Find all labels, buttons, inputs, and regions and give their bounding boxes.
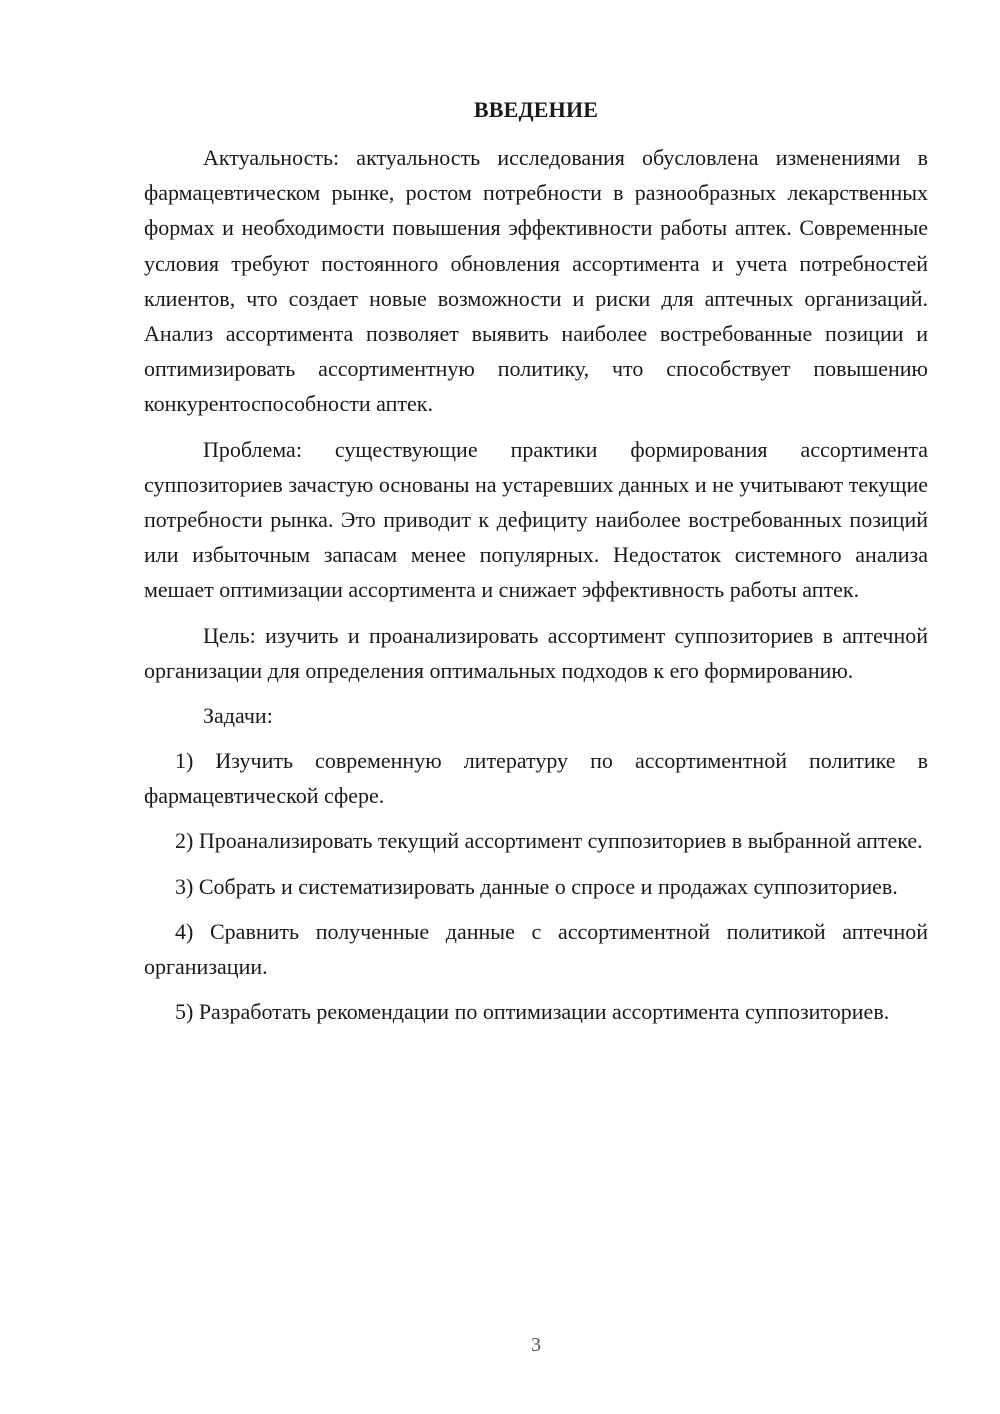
tasks-heading: Задачи: [203,703,273,729]
section-title: ВВЕДЕНИЕ [473,97,599,122]
task-item-1: 1) Изучить современную литературу по ассортиментной политике в фармацевтической сфере. [144,748,928,809]
paragraph-relevance: Актуальность: актуальность исследования обусловлена изменениями в фармацевтическом рынке, ростом потребности в разнообразных лекарственных формах и необходимости повышения эффективности работы аптек. Современные условия требуют постоянного обновления ассортимента и учета потребностей клиентов, что создает новые возможности и риски для аптечных организаций. Анализ ассортимента позволяет выявить наиболее востребованные позиции и оптимизировать ассортиментную политику, что способствует повышению конкурентоспособности аптек. [144,145,928,417]
page-content [144,92,928,1039]
paragraph-goal: Цель: изучить и проанализировать ассортимент суппозиториев в аптечной организации для определения оптимальных подходов к его формированию. [144,622,928,683]
task-item-4: 4) Сравнить полученные данные с ассортиментной политикой аптечной организации. [144,918,928,980]
task-item-5: 5) Разработать рекомендации по оптимизации ассортимента суппозиториев. [175,999,890,1025]
task-item-2: 2) Проанализировать текущий ассортимент суппозиториев в выбранной аптеке. [175,828,923,854]
paragraph-problem: Проблема: существующие практики формирования ассортимента суппозиториев зачастую основаны на устаревших данных и не учитывают текущие потребности рынка. Это приводит к дефициту наиболее востребованных позиций или избыточным запасам менее популярных. Недостаток системного анализа мешает оптимизации ассортимента и снижает эффективность работы аптек. [144,436,928,603]
page-number: 3 [531,1334,541,1356]
task-item-3: 3) Собрать и систематизировать данные о спросе и продажах суппозиториев. [175,873,898,899]
